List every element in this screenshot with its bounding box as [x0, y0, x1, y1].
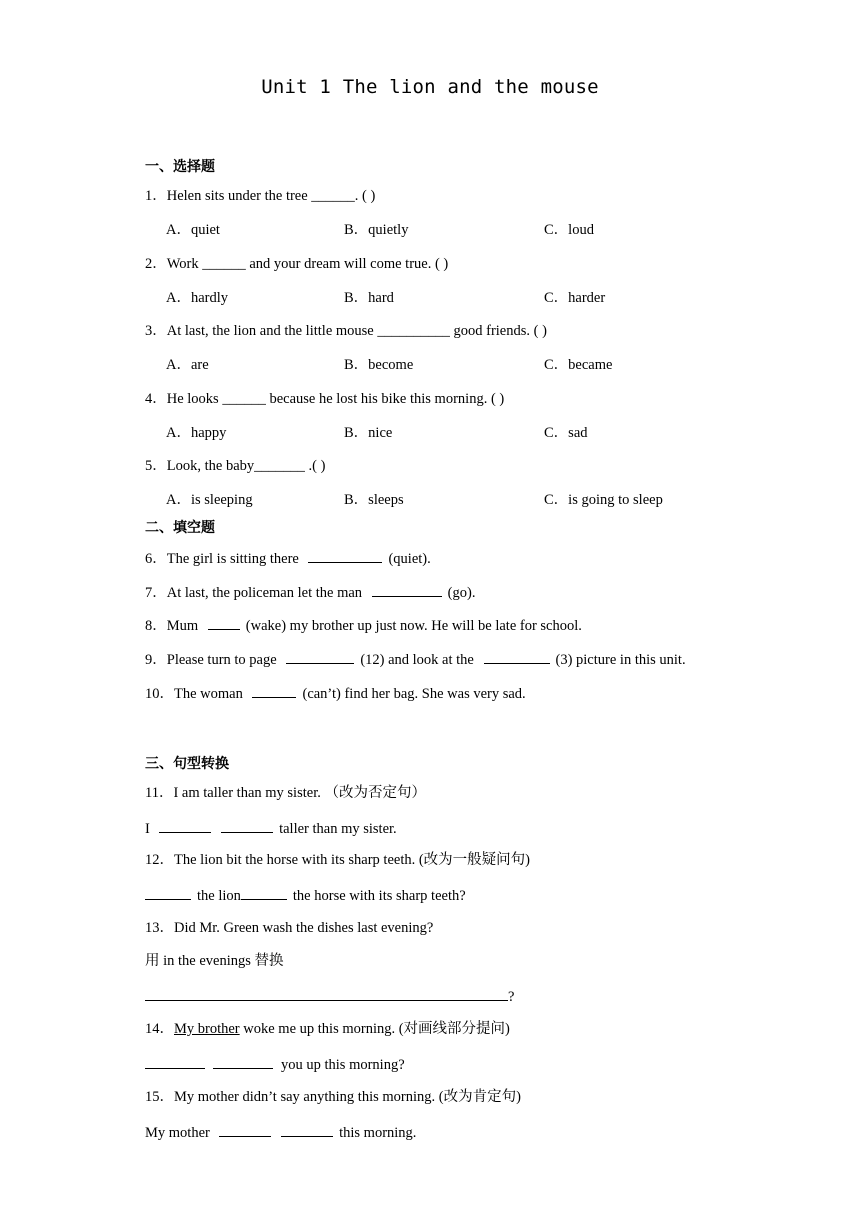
question-6: 6．The girl is sitting there (quiet). [145, 548, 431, 568]
q1-option-a: A．quiet [166, 222, 220, 238]
section-heading-transform: 三、句型转换 [145, 756, 229, 772]
q5-option-b: B．sleeps [344, 492, 404, 508]
q3-option-a: A．are [166, 357, 209, 373]
question-3: 3．At last, the lion and the little mouse __________ good friends. ( ) [145, 323, 547, 339]
question-8: 8．Mum (wake) my brother up just now. He will be late for school. [145, 615, 582, 635]
q11-answer-line: I taller than my sister. [145, 818, 397, 838]
q15-answer-line: My mother this morning. [145, 1122, 416, 1142]
q14-answer-line: you up this morning? [145, 1054, 405, 1074]
q12-blank-2[interactable] [241, 885, 287, 900]
q4-option-c: C．sad [544, 425, 588, 441]
q13-instruction: 用 in the evenings 替换 [145, 953, 284, 969]
page-title: Unit 1 The lion and the mouse [261, 76, 599, 98]
question-12: 12．The lion bit the horse with its sharp teeth. (改为一般疑问句) [145, 852, 530, 868]
question-9: 9．Please turn to page (12) and look at the (3) picture in this unit. [145, 649, 686, 669]
q11-blank-1[interactable] [159, 818, 211, 833]
q14-underlined-part: My brother [174, 1021, 240, 1037]
question-15: 15．My mother didn’t say anything this morning. (改为肯定句) [145, 1089, 521, 1105]
q5-option-c: C．is going to sleep [544, 492, 663, 508]
q3-option-b: B．become [344, 357, 414, 373]
question-13: 13．Did Mr. Green wash the dishes last evening? [145, 920, 434, 936]
q13-answer-line: ? [145, 986, 514, 1006]
question-2: 2．Work ______ and your dream will come true. ( ) [145, 256, 449, 272]
q14-blank-1[interactable] [145, 1054, 205, 1069]
question-14: 14．My brother woke me up this morning. (对画线部分提问) [145, 1021, 510, 1037]
q6-blank[interactable] [308, 548, 382, 563]
question-4: 4．He looks ______ because he lost his bike this morning. ( ) [145, 391, 505, 407]
q8-blank[interactable] [208, 615, 240, 630]
q2-option-b: B．hard [344, 290, 394, 306]
question-10: 10．The woman (can’t) find her bag. She was very sad. [145, 683, 526, 703]
q14-blank-2[interactable] [213, 1054, 273, 1069]
q10-blank[interactable] [252, 683, 296, 698]
question-5: 5．Look, the baby_______ .( ) [145, 458, 326, 474]
q9-blank-2[interactable] [484, 649, 550, 664]
q4-option-a: A．happy [166, 425, 227, 441]
q1-option-c: C．loud [544, 222, 594, 238]
section-heading-choice: 一、选择题 [145, 159, 215, 175]
q7-blank[interactable] [372, 582, 442, 597]
q13-blank[interactable] [145, 986, 508, 1001]
q3-option-c: C．became [544, 357, 613, 373]
q9-blank-1[interactable] [286, 649, 354, 664]
question-7: 7．At last, the policeman let the man (go). [145, 582, 475, 602]
q15-blank-2[interactable] [281, 1122, 333, 1137]
q5-option-a: A．is sleeping [166, 492, 253, 508]
q11-blank-2[interactable] [221, 818, 273, 833]
q2-option-c: C．harder [544, 290, 606, 306]
question-11: 11．I am taller than my sister. （改为否定句） [145, 785, 426, 801]
q12-answer-line: the lion the horse with its sharp teeth? [145, 885, 466, 905]
q12-blank-1[interactable] [145, 885, 191, 900]
q4-option-b: B．nice [344, 425, 393, 441]
q2-option-a: A．hardly [166, 290, 229, 306]
question-1: 1．Helen sits under the tree ______. ( ) [145, 188, 376, 204]
q15-blank-1[interactable] [219, 1122, 271, 1137]
q1-option-b: B．quietly [344, 222, 409, 238]
section-heading-fill: 二、填空题 [145, 520, 215, 536]
